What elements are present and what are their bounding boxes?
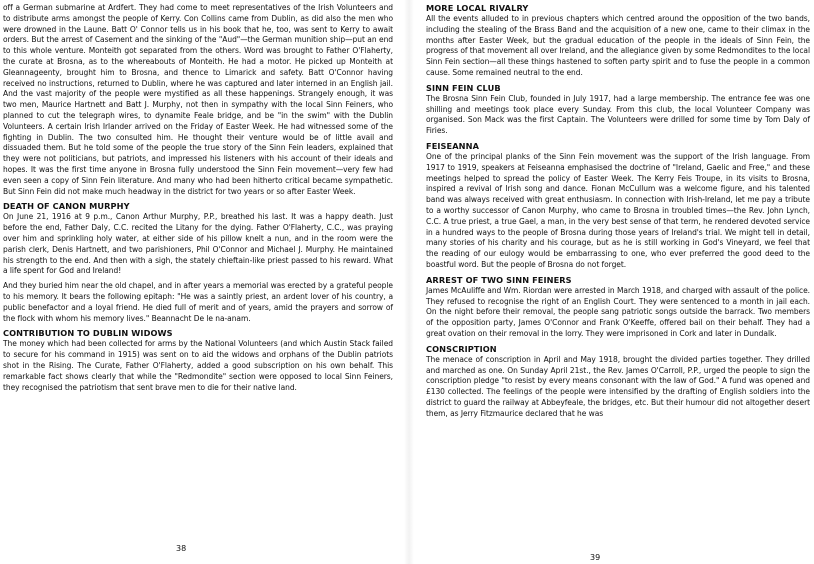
right-page-number: 39 — [590, 553, 601, 562]
right-page-section-heading: MORE LOCAL RIVALRY — [426, 3, 529, 13]
right-page-section-heading: CONSCRIPTION — [426, 343, 497, 354]
left-page-paragraph: The money which had been collected for arms by the National Volunteers (and which Austin Stack failed to secure for his command in 1915) was sent on to aid the widows and orphans of the Dublin patriots shot in the Rising. The Curate, Father O'Flaherty, added a good subscription on his own behalf. This remarkable fact shows clearly that while the "Redmondite" section were opposed to local Sinn Feiners, they recognised the patriotism that sent brave men to die for their native land. — [3, 339, 393, 392]
right-page — [418, 0, 814, 564]
left-page-paragraph: off a German submarine at Ardfert. They had come to meet representatives of the Irish Volunteers and to distribute arms amongst the people of Kerry. Con Collins came from Dublin, as did also the men who were drowned in the Laune. Batt O' Connor tells us in his book that he, too, was sent to Kerry to await orders. But the arrest of Casement and the sinking of the "Aud"—the German munition ship—put an end to this whole venture. Monteith got separated from the others. Word was brought to Father O'Flaherty, the curate at Brosna, as to the whereabouts of Monteith. He had a motor. He picked up Monteith at Gleannageenty, brought him to Brosna, and thence to Limarick and safety. Batt O'Connor having received no instructions, returned to Dublin, where he was captured and later interned in an English jail. And the vast majority of the people were mystified as all these happenings. Strangely enough, it was two men, Maurice Hartnett and Batt J. Murphy, not then in sympathy with the local Sinn Feiners, who planned to cut the telegraph wires, to dynamite Feale bridge, and be "in the swim" with the Dublin Volunteers. A certain Irish Irlander arrived on the Friday of Easter Week. He had witnessed some of the fighting in Dublin. The two consulted him. He thought their venture would be of little avail and dissuaded them. But he told some of the people the true story of the Sinn Fein leaders, explained that they were not politicians, but patriots, and impressed his listeners with his account of their ideals and hopes. It was the first time anyone in Brosna fully understood the Sinn Fein movement—very few had even seen a copy of Sinn Fein literature. And many who had been hitherto critical became sympathetic. But Sinn Fein did not make much headway in the district for two years or so after Easter Week. — [3, 3, 393, 196]
left-page-paragraph: On June 21, 1916 at 9 p.m., Canon Arthur Murphy, P.P., breathed his last. It was a happy death. Just before the end, Father Daly, C.C. recited the Litany for the dying. Father O'Flaherty, C.C., was praying over him and sprinkling holy water, at either side of his pillow knelt a nun, and in the room were the parish clerk, Denis Hartnett, and two parishioners, Phil O'Connor and Michael J. Murphy. He maintained his strength to the end. And then with a sigh, the stately chieftain-like priest passed to his reward. What a life spent for God and Ireland! — [3, 212, 393, 276]
left-page-paragraph: And they buried him near the old chapel, and in after years a memorial was erected by a grateful people to his memory. It bears the following epitaph: "He was a saintly priest, an ardent lover of his country, a public benefactor and a loyal friend. He died full of merit and of years, amid the prayers and sorrow of the flock with whom his memory lives." Beannacht De le na-anam. — [3, 281, 393, 323]
left-page-text-column — [3, 3, 393, 397]
right-page-section-heading: FEISEANNA — [426, 140, 479, 151]
left-page-section-heading: CONTRIBUTION TO DUBLIN WIDOWS — [3, 328, 173, 339]
book-gutter — [404, 0, 414, 564]
right-page-paragraph: One of the principal planks of the Sinn Fein movement was the support of the Irish language. From 1917 to 1919, speakers at Feiseanna emphasised the doctrine of "Ireland, Gaelic and Free," and these meetings helped to spread the policy of Easter Week. The Kerry Feis Troupe, in its visits to Brosna, inspired a revival of Irish song and dance. Fionan McCullum was a welcome figure, and his talented band was always received with great enthusiasm. In connection with Irish-Ireland, let me pay a tribute to a worthy successor of Canon Murphy, who came to Brosna in troubled times—the Rev. John Lynch, C.C. A true priest, a true Gael, a man, in the very best sense of that term, he rendered devoted service in a hundred ways to the people of Brosna during those years of Ireland's trial. We might tell in detail, many stories of his charity and his courage, but as he is still working in God's Vineyard, we feel that the reading of our eulogy would be embarrassing to one, who ever preferred the good deed to the boastful word. But the people of Brosna do not forget. — [426, 151, 810, 269]
right-page-paragraph: James McAuliffe and Wm. Riordan were arrested in March 1918, and charged with assault of the police. They refused to recognise the right of an English Court. They were sentenced to a month in jail each. On the night before their removal, the people sang patriotic songs outside the barrack. Two members of the opposition party, James O'Connor and Frank O'Keeffe, offered bail on their behalf. They had a great ovation on their removal in the lorry. They were imprisoned in Cork and later in Dundalk. — [426, 285, 810, 338]
right-page-section-heading: ARREST OF TWO SINN FEINERS — [426, 274, 572, 285]
right-page-paragraph: All the events alluded to in previous chapters which centred around the opposition of the two bands, including the stealing of the Brass Band and the acquisition of a new one, came to their climax in the months after Easter Week, but the gradual education of the people in the ideals of Sinn Fein, the progress of that movement all over Ireland, and the allegiance given by some Redmondites to the local Sinn Fein section—all these things hastened to soften party spirit and to fuse the people in a common cause. Some remained neutral to the end. — [426, 14, 810, 77]
right-page-section-heading: SINN FEIN CLUB — [426, 82, 501, 93]
right-page-paragraph: The menace of conscription in April and May 1918, brought the divided parties together. They drilled and marched as one. On Sunday April 21st., the Rev. James O'Carroll, P.P., urged the people to sign the conscription pledge "to resist by every means consonant with the law of God." A fund was opened and £130 collected. The feelings of the people were intensified by the drafting of English soldiers into the district to guard the railway at Abbeyfeale, the bridges, etc. But their humour did not altogether desert them, as Jerry Fitzmaurice declared that he was — [426, 354, 810, 418]
right-page-text-column — [426, 3, 810, 424]
left-page-number: 38 — [176, 544, 187, 553]
left-page-section-heading: DEATH OF CANON MURPHY — [3, 201, 130, 212]
left-page — [0, 0, 400, 564]
right-page-paragraph: The Brosna Sinn Fein Club, founded in July 1917, had a large membership. The entrance fee was one shilling and meetings took place every Sunday. From this club, the local Volunteer Company was organised. Son Mack was the first Captain. The Volunteers were drilled for some time by Tom Daly of Firies. — [426, 93, 810, 136]
